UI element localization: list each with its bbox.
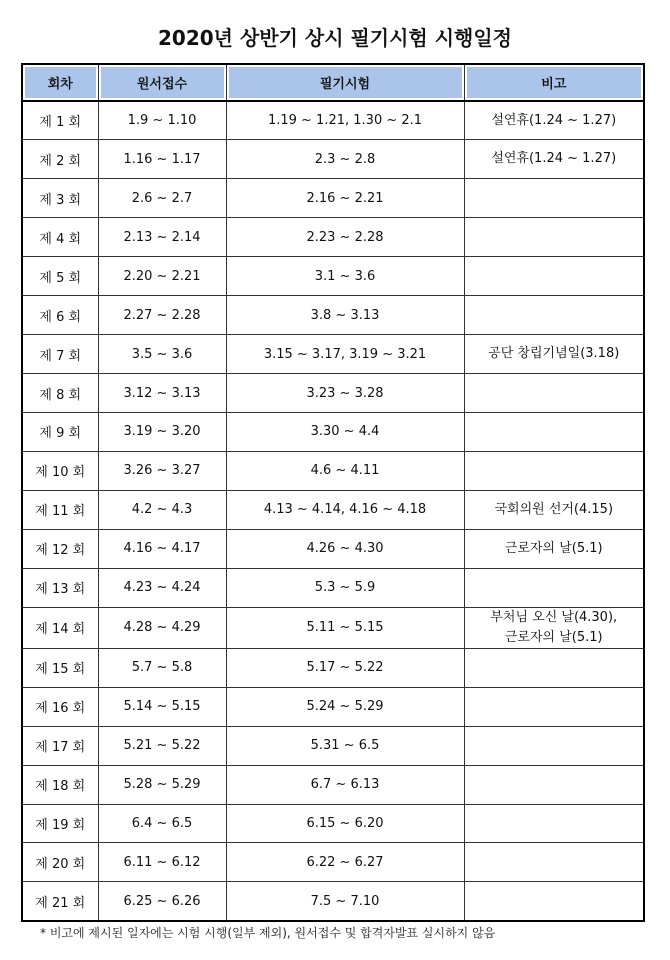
round-cell: 제 19 회: [22, 804, 98, 843]
exam-cell: 3.15 ~ 3.17, 3.19 ~ 3.21: [226, 335, 464, 374]
exam-cell: 4.13 ~ 4.14, 4.16 ~ 4.18: [226, 490, 464, 529]
note-cell: [464, 335, 644, 374]
round-cell: 제 14 회: [22, 607, 98, 648]
note-line: 공단 창립기념일(3.18): [488, 346, 620, 362]
table-row: [22, 296, 644, 335]
application-cell: 3.26 ~ 3.27: [98, 451, 226, 490]
table-row: [22, 687, 644, 726]
note-cell: [464, 765, 644, 804]
note-cell: [464, 257, 644, 296]
exam-cell: 1.19 ~ 1.21, 1.30 ~ 2.1: [226, 101, 464, 140]
note-line: 설연휴(1.24 ~ 1.27): [491, 151, 617, 167]
exam-cell: 5.11 ~ 5.15: [226, 607, 464, 648]
note-cell: [464, 374, 644, 413]
application-cell: 5.7 ~ 5.8: [98, 648, 226, 687]
application-cell: 2.6 ~ 2.7: [98, 179, 226, 218]
table-row: [22, 490, 644, 529]
round-cell: 제 16 회: [22, 687, 98, 726]
note-cell: [464, 179, 644, 218]
application-cell: 5.28 ~ 5.29: [98, 765, 226, 804]
application-cell: 6.25 ~ 6.26: [98, 882, 226, 921]
application-cell: 4.28 ~ 4.29: [98, 607, 226, 648]
round-cell: 제 4 회: [22, 218, 98, 257]
table-row: [22, 765, 644, 804]
exam-cell: 3.8 ~ 3.13: [226, 296, 464, 335]
table-row: [22, 843, 644, 882]
exam-cell: 5.17 ~ 5.22: [226, 648, 464, 687]
application-cell: 4.16 ~ 4.17: [98, 529, 226, 568]
exam-cell: 2.3 ~ 2.8: [226, 140, 464, 179]
round-cell: 제 1 회: [22, 101, 98, 140]
application-cell: 2.20 ~ 2.21: [98, 257, 226, 296]
note-cell: [464, 413, 644, 452]
note-cell: [464, 529, 644, 568]
exam-cell: 5.31 ~ 6.5: [226, 726, 464, 765]
application-cell: 5.21 ~ 5.22: [98, 726, 226, 765]
application-cell: 6.11 ~ 6.12: [98, 843, 226, 882]
schedule-table: [21, 63, 645, 922]
application-cell: 1.9 ~ 1.10: [98, 101, 226, 140]
round-cell: 제 7 회: [22, 335, 98, 374]
exam-cell: 6.15 ~ 6.20: [226, 804, 464, 843]
round-cell: 제 6 회: [22, 296, 98, 335]
table-header: [22, 64, 644, 101]
note-cell: [464, 882, 644, 921]
exam-cell: 5.24 ~ 5.29: [226, 687, 464, 726]
table-body: [22, 101, 644, 921]
header-row: [22, 64, 644, 101]
round-cell: 제 11 회: [22, 490, 98, 529]
application-cell: 4.23 ~ 4.24: [98, 568, 226, 607]
application-cell: 3.5 ~ 3.6: [98, 335, 226, 374]
round-cell: 제 3 회: [22, 179, 98, 218]
header-application: 원서접수: [98, 64, 226, 101]
round-cell: 제 10 회: [22, 451, 98, 490]
note-cell: [464, 101, 644, 140]
exam-cell: 3.30 ~ 4.4: [226, 413, 464, 452]
note-cell: [464, 451, 644, 490]
table-row: [22, 257, 644, 296]
exam-cell: 6.22 ~ 6.27: [226, 843, 464, 882]
application-cell: 4.2 ~ 4.3: [98, 490, 226, 529]
note-cell: [464, 490, 644, 529]
note-cell: [464, 648, 644, 687]
table-row: [22, 413, 644, 452]
table-row: [22, 529, 644, 568]
exam-cell: 2.23 ~ 2.28: [226, 218, 464, 257]
note-line: 근로자의 날(5.1): [504, 540, 603, 556]
table-row: [22, 101, 644, 140]
round-cell: 제 12 회: [22, 529, 98, 568]
note-cell: [464, 687, 644, 726]
note-cell: [464, 568, 644, 607]
note-line: 국회의원 선거(4.15): [494, 501, 614, 517]
table-row: [22, 607, 644, 648]
header-note: 비고: [464, 64, 644, 101]
exam-cell: 4.26 ~ 4.30: [226, 529, 464, 568]
application-cell: 1.16 ~ 1.17: [98, 140, 226, 179]
exam-cell: 3.23 ~ 3.28: [226, 374, 464, 413]
application-cell: 2.27 ~ 2.28: [98, 296, 226, 335]
note-cell: [464, 843, 644, 882]
round-cell: 제 21 회: [22, 882, 98, 921]
round-cell: 제 13 회: [22, 568, 98, 607]
application-cell: 5.14 ~ 5.15: [98, 687, 226, 726]
table-row: [22, 335, 644, 374]
table-row: [22, 648, 644, 687]
round-cell: 제 17 회: [22, 726, 98, 765]
exam-cell: 6.7 ~ 6.13: [226, 765, 464, 804]
round-cell: 제 20 회: [22, 843, 98, 882]
header-exam: 필기시험: [226, 64, 464, 101]
note-line: 설연휴(1.24 ~ 1.27): [491, 112, 617, 128]
table-row: [22, 568, 644, 607]
note-cell: [464, 607, 644, 648]
table-row: [22, 804, 644, 843]
note-cell: [464, 218, 644, 257]
note-cell: [464, 296, 644, 335]
table-row: [22, 179, 644, 218]
exam-cell: 7.5 ~ 7.10: [226, 882, 464, 921]
round-cell: 제 8 회: [22, 374, 98, 413]
round-cell: 제 5 회: [22, 257, 98, 296]
table-row: [22, 218, 644, 257]
table-row: [22, 451, 644, 490]
exam-cell: 5.3 ~ 5.9: [226, 568, 464, 607]
table-row: [22, 726, 644, 765]
table-row: [22, 882, 644, 921]
page-title: 2020년 상반기 상시 필기시험 시행일정: [158, 26, 512, 50]
note-cell: [464, 804, 644, 843]
application-cell: 6.4 ~ 6.5: [98, 804, 226, 843]
application-cell: 3.12 ~ 3.13: [98, 374, 226, 413]
table-row: [22, 374, 644, 413]
note-cell: [464, 726, 644, 765]
application-cell: 3.19 ~ 3.20: [98, 413, 226, 452]
note-line: 근로자의 날(5.1): [504, 629, 603, 645]
exam-cell: 3.1 ~ 3.6: [226, 257, 464, 296]
exam-cell: 4.6 ~ 4.11: [226, 451, 464, 490]
footnote: * 비고에 제시된 일자에는 시험 시행(일부 제외), 원서접수 및 합격자발표 실시하지 않음: [40, 926, 496, 940]
application-cell: 2.13 ~ 2.14: [98, 218, 226, 257]
round-cell: 제 9 회: [22, 413, 98, 452]
note-cell: [464, 140, 644, 179]
note-line: 부처님 오신 날(4.30),: [490, 609, 618, 625]
round-cell: 제 2 회: [22, 140, 98, 179]
table-row: [22, 140, 644, 179]
round-cell: 제 18 회: [22, 765, 98, 804]
header-round: 회차: [22, 64, 98, 101]
exam-cell: 2.16 ~ 2.21: [226, 179, 464, 218]
round-cell: 제 15 회: [22, 648, 98, 687]
